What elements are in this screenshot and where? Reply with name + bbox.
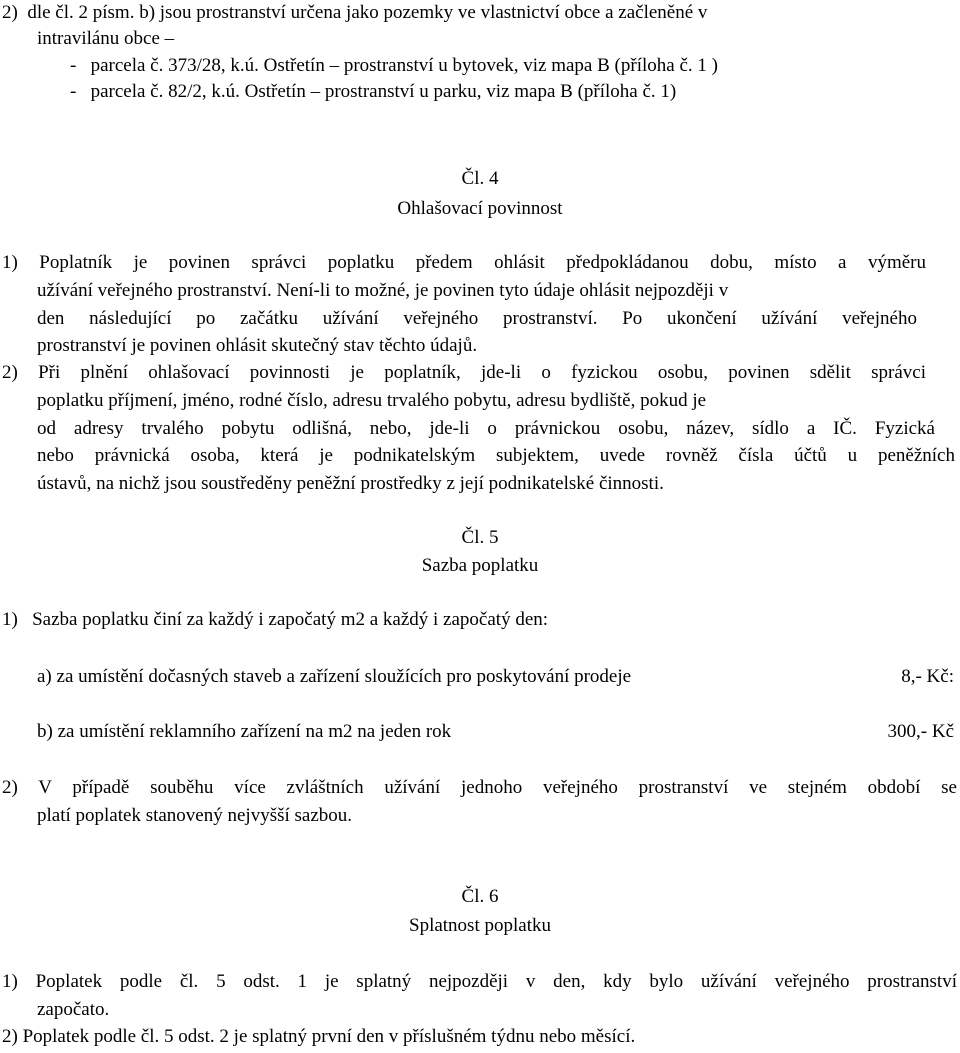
art4-p1-line-4: prostranství je povinen ohlásit skutečný stav těchto údajů.: [37, 335, 478, 356]
art4-p2-line-5: ústavů, na nichž jsou soustředěny peněžní prostředky z její podnikatelské činnosti.: [37, 473, 664, 494]
art4-p1-line-3: den následující po začátku užívání veřejného prostranství. Po ukončení užívání veřejného: [37, 308, 917, 329]
art5-p2-line-1: 2) V případě souběhu více zvláštních užívání jednoho veřejného prostranství ve stejném období se: [2, 777, 957, 798]
art5-p1: 1) Sazba poplatku činí za každý i započatý m2 a každý i započatý den:: [2, 609, 549, 630]
intro-list-item-1: - parcela č. 373/28, k.ú. Ostřetín – prostranství u bytovek, viz mapa B (příloha č. 1 ): [70, 55, 718, 76]
art6-p1-line-1: 1) Poplatek podle čl. 5 odst. 1 je splatný nejpozději v den, kdy bylo užívání veřejného prostranství: [2, 971, 957, 992]
art4-p2-line-3: od adresy trvalého pobytu odlišná, nebo, jde-li o právnickou osobu, název, sídlo a IČ. Fyzická: [37, 418, 935, 439]
intro-list-item-2: - parcela č. 82/2, k.ú. Ostřetín – prostranství u parku, viz mapa B (příloha č. 1): [70, 81, 677, 102]
article-4-number: Čl. 4: [461, 168, 499, 189]
rate-b-label: b) za umístění reklamního zařízení na m2 na jeden rok: [37, 721, 452, 742]
article-4-title: Ohlašovací povinnost: [397, 198, 563, 219]
article-6-title: Splatnost poplatku: [409, 915, 551, 936]
art6-p1-line-2: započato.: [37, 999, 110, 1020]
art4-p2-line-2: poplatku příjmení, jméno, rodné číslo, adresu trvalého pobytu, adresu bydliště, pokud je: [37, 390, 707, 411]
rate-a-value: 8,- Kč:: [901, 666, 954, 687]
article-6-number: Čl. 6: [461, 886, 499, 907]
rate-b-value: 300,- Kč: [887, 721, 954, 742]
rate-a-label: a) za umístění dočasných staveb a zařízení sloužících pro poskytování prodeje: [37, 666, 632, 687]
art4-p1-line-2: užívání veřejného prostranství. Není-li to možné, je povinen tyto údaje ohlásit nejpozději v: [37, 280, 729, 301]
art4-p2-line-1: 2) Při plnění ohlašovací povinnosti je poplatník, jde-li o fyzickou osobu, povinen sdělit správci: [2, 362, 926, 383]
intro-line-2: intravilánu obce –: [37, 28, 175, 49]
art4-p1-line-1: 1) Poplatník je povinen správci poplatku předem ohlásit předpokládanou dobu, místo a výměru: [2, 252, 926, 273]
article-5-number: Čl. 5: [461, 527, 499, 548]
art5-p2-line-2: platí poplatek stanovený nejvyšší sazbou.: [37, 805, 353, 826]
art6-p2: 2) Poplatek podle čl. 5 odst. 2 je splatný první den v příslušném týdnu nebo měsící.: [2, 1026, 636, 1047]
art4-p2-line-4: nebo právnická osoba, která je podnikatelským subjektem, uvede rovněž čísla účtů u peněžních: [37, 445, 955, 466]
intro-line-1: 2) dle čl. 2 písm. b) jsou prostranství určena jako pozemky ve vlastnictví obce a začleněné v: [2, 2, 708, 23]
article-5-title: Sazba poplatku: [421, 555, 539, 576]
